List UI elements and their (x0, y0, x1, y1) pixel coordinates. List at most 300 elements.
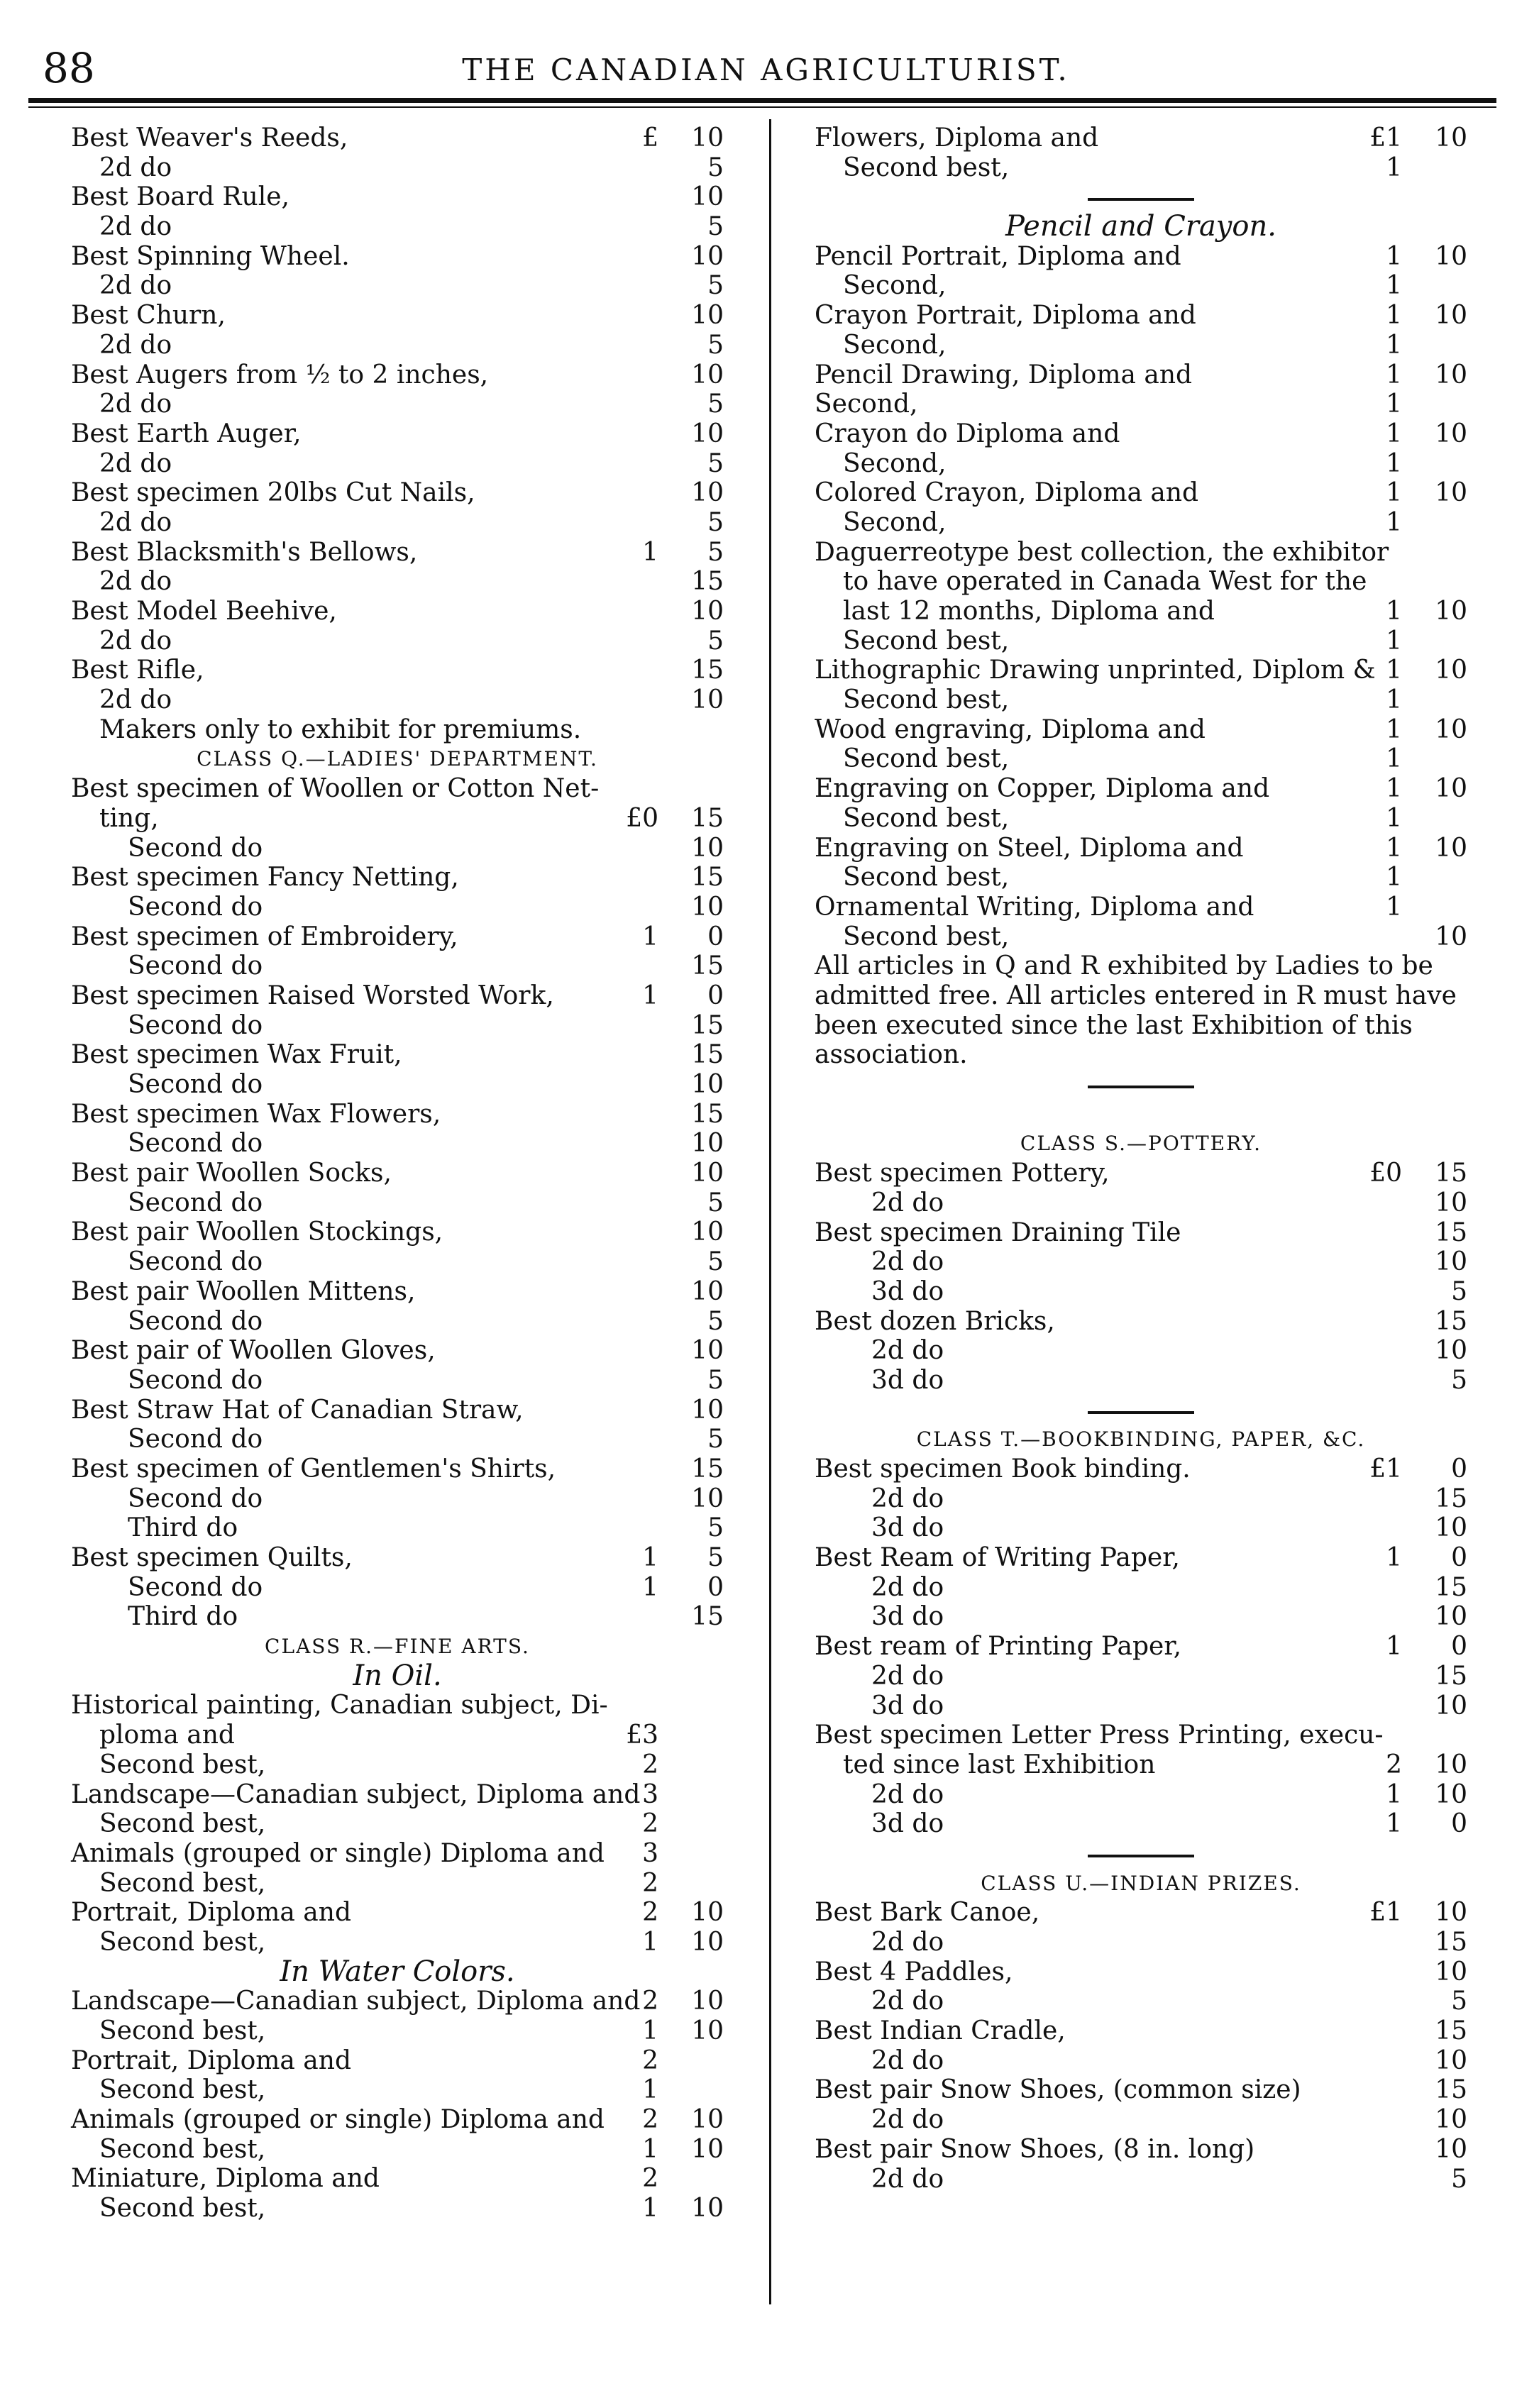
entry-label: 3d do (871, 1602, 944, 1632)
prize-entry (71, 1513, 724, 1543)
amount-shillings: 10 (691, 1987, 724, 2016)
amount-shillings: 5 (707, 330, 724, 360)
amount-shillings: 0 (1451, 1632, 1467, 1662)
prize-entry (71, 2164, 724, 2194)
entry-label: ted since last Exhibition (843, 1750, 1156, 1779)
prize-entry (71, 301, 724, 331)
prize-entry (71, 1217, 724, 1247)
amount-pounds: 1 (642, 981, 658, 1010)
amount-shillings: 10 (691, 123, 724, 153)
amount-pounds: 1 (1386, 507, 1402, 537)
amount-shillings: 5 (1451, 2164, 1467, 2194)
entry-label: 3d do (871, 1365, 944, 1395)
entry-label: Second best, (843, 744, 1010, 774)
entry-label: Second best, (99, 1868, 266, 1898)
entry-label: 2d do (99, 153, 172, 182)
prize-entry (815, 1573, 1467, 1603)
amount-shillings: 10 (1435, 360, 1467, 390)
amount-shillings: 10 (691, 1484, 724, 1513)
amount-shillings: 10 (691, 1070, 724, 1099)
prize-entry (71, 2135, 724, 2165)
entry-label: Second do (128, 1365, 263, 1395)
prize-entry (71, 390, 724, 419)
section-subheading: In Oil. (353, 1659, 442, 1692)
amount-shillings: 15 (691, 656, 724, 685)
prize-entry (71, 1721, 724, 1750)
prize-entry (71, 331, 724, 360)
amount-shillings: 15 (1435, 2075, 1467, 2105)
amount-shillings: 10 (691, 833, 724, 863)
amount-shillings: 0 (1451, 1809, 1467, 1839)
header-rule-thick (28, 98, 1496, 103)
amount-pounds: 1 (1386, 241, 1402, 271)
amount-shillings: 15 (691, 951, 724, 981)
prize-entry (71, 1070, 724, 1100)
prize-entry (815, 1602, 1467, 1632)
amount-pounds: £0 (1369, 1159, 1402, 1188)
amount-shillings: 10 (1435, 241, 1467, 271)
amount-shillings: 15 (1435, 1928, 1467, 1957)
prize-entry (71, 1780, 724, 1810)
amount-pounds: 1 (1386, 833, 1402, 863)
amount-shillings: 10 (1435, 833, 1467, 863)
entry-label: 3d do (871, 1276, 944, 1306)
prize-entry (815, 1307, 1467, 1337)
amount-pounds: 2 (1386, 1750, 1402, 1779)
entry-label: Best pair Snow Shoes, (common size) (815, 2075, 1301, 2105)
entry-label: Second do (128, 1425, 263, 1454)
amount-shillings: 5 (707, 271, 724, 301)
amount-shillings: 5 (1451, 1365, 1467, 1395)
amount-pounds: 1 (1386, 774, 1402, 804)
amount-shillings: 5 (707, 448, 724, 478)
amount-shillings: 5 (707, 537, 724, 567)
amount-pounds: 1 (642, 2075, 658, 2105)
prize-entry (71, 1129, 724, 1159)
amount-pounds: 1 (642, 922, 658, 951)
spacer (815, 1100, 1467, 1130)
section-separator (815, 1839, 1467, 1869)
amount-shillings: 0 (1451, 1543, 1467, 1573)
entry-label: Best pair of Woollen Gloves, (71, 1336, 436, 1366)
amount-shillings: 10 (1435, 1691, 1467, 1721)
entry-label: Second best, (843, 922, 1010, 951)
amount-shillings: 5 (1451, 1987, 1467, 2016)
amount-shillings: 10 (1435, 1602, 1467, 1632)
amount-shillings: 10 (1435, 714, 1467, 744)
prize-entry (815, 390, 1467, 419)
amount-shillings: 0 (707, 922, 724, 951)
amount-pounds: 1 (1386, 153, 1402, 182)
amount-shillings: 5 (707, 153, 724, 182)
entry-label: Second best, (843, 863, 1010, 893)
entry-label: Best specimen Fancy Netting, (71, 863, 459, 893)
entry-label: 2d do (871, 1188, 944, 1217)
prize-entry (815, 2016, 1467, 2046)
prize-entry (815, 893, 1467, 922)
prize-entry (815, 360, 1467, 390)
entry-label: ting, (99, 803, 159, 833)
amount-pounds: 2 (642, 1809, 658, 1839)
prize-entry (71, 774, 724, 804)
prize-entry (71, 1869, 724, 1899)
amount-shillings: 15 (1435, 1306, 1467, 1336)
prize-entry (71, 242, 724, 272)
page-number: 88 (43, 44, 95, 92)
prize-entry (71, 360, 724, 390)
prize-entry (815, 1691, 1467, 1721)
prize-entry (71, 1839, 724, 1869)
entry-label: Second, (843, 507, 947, 537)
class-heading: CLASS S.—POTTERY. (1020, 1132, 1262, 1156)
entry-label: Second best, (843, 626, 1010, 656)
prize-entry (71, 1928, 724, 1957)
prize-entry (71, 123, 724, 153)
entry-label: Landscape—Canadian subject, Diploma and (71, 1987, 641, 2016)
entry-label: 2d do (871, 2164, 944, 2194)
amount-shillings: 10 (1435, 478, 1467, 508)
entry-label: 2d do (871, 1336, 944, 1366)
running-title: THE CANADIAN AGRICULTURIST. (462, 53, 1070, 87)
entry-label: to have operated in Canada West for the (843, 567, 1367, 597)
entry-label: Second, (843, 271, 947, 301)
prize-entry (815, 1543, 1467, 1573)
amount-shillings: 10 (1435, 1898, 1467, 1928)
amount-pounds: 1 (1386, 1779, 1402, 1809)
prize-entry (71, 1336, 724, 1366)
entry-label: Third do (128, 1513, 238, 1543)
prize-entry (815, 863, 1467, 893)
amount-shillings: 15 (1435, 2016, 1467, 2046)
entry-label: Best Weaver's Reeds, (71, 123, 348, 153)
entry-label: 2d do (99, 448, 172, 478)
prize-entry (815, 2165, 1467, 2194)
entry-label: Crayon do Diploma and (815, 419, 1120, 448)
amount-shillings: 10 (1435, 1336, 1467, 1366)
amount-pounds: £1 (1369, 1898, 1402, 1928)
amount-shillings: 10 (691, 182, 724, 212)
entry-label: Best pair Woollen Stockings, (71, 1217, 443, 1247)
amount-shillings: 10 (691, 2194, 724, 2224)
amount-shillings: 5 (707, 1543, 724, 1572)
amount-shillings: 5 (707, 1425, 724, 1454)
entry-label: Second do (128, 1484, 263, 1513)
amount-pounds: 1 (1386, 330, 1402, 360)
prize-entry (71, 597, 724, 626)
amount-pounds: £0 (626, 803, 658, 833)
prize-entry (815, 1662, 1467, 1691)
entry-label: 2d do (871, 1987, 944, 2016)
section-separator (815, 1070, 1467, 1100)
amount-shillings: 5 (707, 507, 724, 537)
amount-shillings: 10 (1435, 123, 1467, 153)
amount-pounds: 1 (642, 1572, 658, 1602)
entry-label: Third do (128, 1602, 238, 1632)
section-subheading: In Water Colors. (280, 1955, 515, 1988)
prize-entry (71, 1040, 724, 1070)
entry-label: Second do (128, 1306, 263, 1336)
prize-entry (815, 331, 1467, 360)
amount-pounds: 1 (1386, 448, 1402, 478)
entry-label: 2d do (871, 2045, 944, 2075)
amount-shillings: 15 (1435, 1661, 1467, 1691)
prize-entry (71, 538, 724, 568)
entry-label: Second do (128, 1010, 263, 1040)
amount-pounds: 2 (642, 1868, 658, 1898)
prize-entry (71, 1425, 724, 1454)
amount-pounds: 1 (642, 1927, 658, 1957)
prize-entry (71, 1454, 724, 1484)
prize-entry (815, 626, 1467, 656)
amount-shillings: 10 (1435, 774, 1467, 804)
amount-pounds: 1 (642, 2194, 658, 2224)
amount-shillings: 10 (1435, 2045, 1467, 2075)
amount-shillings: 10 (1435, 1957, 1467, 1987)
prize-entry (815, 1188, 1467, 1218)
entry-label: Best specimen Draining Tile (815, 1217, 1181, 1247)
prize-entry (815, 2075, 1467, 2105)
amount-shillings: 10 (691, 2016, 724, 2045)
prize-entry (71, 893, 724, 922)
entry-label: 2d do (871, 1661, 944, 1691)
prize-entry (71, 656, 724, 685)
prize-entry (815, 1632, 1467, 1662)
prize-entry (71, 804, 724, 834)
amount-pounds: £ (642, 123, 658, 153)
entry-label: 2d do (99, 626, 172, 656)
prize-entry (815, 1809, 1467, 1839)
prize-entry (815, 804, 1467, 834)
prize-entry (71, 1484, 724, 1514)
entry-label: Best 4 Paddles, (815, 1957, 1013, 1987)
entry-label: Best Ream of Writing Paper, (815, 1543, 1180, 1573)
right-column (815, 123, 1467, 2194)
prize-entry (71, 685, 724, 715)
entry-label: Second best, (99, 2075, 266, 2105)
amount-shillings: 10 (1435, 1779, 1467, 1809)
prize-entry (815, 123, 1467, 153)
amount-shillings: 5 (707, 1188, 724, 1217)
prize-entry (815, 1898, 1467, 1928)
amount-shillings: 5 (1451, 1276, 1467, 1306)
prize-entry (71, 715, 724, 745)
prize-entry (71, 419, 724, 449)
amount-pounds: 2 (642, 2105, 658, 2135)
amount-pounds: £1 (1369, 123, 1402, 153)
prize-entry (71, 2046, 724, 2076)
prize-entry (815, 1780, 1467, 1810)
amount-shillings: 15 (691, 863, 724, 893)
entry-label: Second do (128, 833, 263, 863)
prize-entry (815, 1454, 1467, 1484)
amount-shillings: 10 (1435, 1247, 1467, 1277)
entry-label: Second best, (99, 1750, 266, 1779)
amount-pounds: 1 (1386, 597, 1402, 626)
amount-pounds: 1 (1386, 892, 1402, 922)
prize-entry (71, 1573, 724, 1603)
prize-entry (815, 1513, 1467, 1543)
amount-shillings: 0 (707, 1572, 724, 1602)
amount-pounds: 1 (642, 537, 658, 567)
prize-entry (71, 1898, 724, 1928)
entry-label: Lithographic Drawing unprinted, Diplom & (815, 656, 1376, 685)
entry-label: 2d do (99, 685, 172, 715)
amount-shillings: 10 (1435, 597, 1467, 626)
prize-entry (815, 1987, 1467, 2016)
entry-label: 3d do (871, 1691, 944, 1721)
entry-label: Best Spinning Wheel. (71, 241, 350, 271)
entry-label: Best Straw Hat of Canadian Straw, (71, 1395, 524, 1425)
prize-entry (815, 1366, 1467, 1396)
prize-entry (815, 685, 1467, 715)
entry-label: Best Bark Canoe, (815, 1898, 1040, 1928)
entry-label: 2d do (871, 1484, 944, 1513)
entry-label: 2d do (99, 271, 172, 301)
amount-shillings: 15 (691, 1454, 724, 1484)
amount-pounds: £1 (1369, 1454, 1402, 1484)
entry-label: 2d do (99, 390, 172, 419)
amount-shillings: 10 (1435, 922, 1467, 951)
amount-shillings: 10 (691, 241, 724, 271)
prize-entry (815, 744, 1467, 774)
entry-label: Best specimen Book binding. (815, 1454, 1191, 1484)
entry-label: Best pair Woollen Mittens, (71, 1276, 416, 1306)
entry-label: Best specimen of Woollen or Cotton Net- (71, 774, 600, 804)
amount-shillings: 5 (707, 1247, 724, 1277)
prize-entry (71, 1100, 724, 1130)
entry-label: Second do (128, 1188, 263, 1217)
entry-label: Second, (843, 448, 947, 478)
prize-entry (815, 567, 1467, 597)
prize-entry (71, 1159, 724, 1188)
entry-label: Second best, (99, 1927, 266, 1957)
amount-pounds: 1 (1386, 803, 1402, 833)
amount-shillings: 10 (691, 892, 724, 922)
section-subheading: Pencil and Crayon. (1005, 210, 1276, 243)
entry-label: Best specimen of Embroidery, (71, 922, 458, 951)
amount-pounds: 1 (1386, 685, 1402, 715)
amount-shillings: 10 (691, 2105, 724, 2135)
entry-label: ploma and (99, 1721, 235, 1750)
prize-entry (71, 951, 724, 981)
prize-entry (815, 478, 1467, 508)
entry-label: Best Rifle, (71, 656, 204, 685)
prize-entry (815, 922, 1467, 952)
amount-shillings: 10 (691, 1927, 724, 1957)
header-rule-thin (28, 106, 1496, 108)
prize-entry (71, 153, 724, 183)
entry-label: Second best, (99, 1809, 266, 1839)
entry-label: Ornamental Writing, Diploma and (815, 892, 1254, 922)
entry-label: Best Indian Cradle, (815, 2016, 1066, 2046)
amount-shillings: 10 (691, 301, 724, 331)
prize-entry (815, 508, 1467, 538)
entry-label: Daguerreotype best collection, the exhibitor (815, 537, 1389, 567)
prize-entry (71, 449, 724, 479)
section-separator (815, 182, 1467, 212)
amount-pounds: 1 (1386, 656, 1402, 685)
prize-entry (815, 715, 1467, 745)
prize-entry (71, 478, 724, 508)
prize-entry (815, 419, 1467, 449)
prize-entry (71, 1750, 724, 1780)
entry-label: 2d do (99, 567, 172, 597)
amount-pounds: 1 (1386, 419, 1402, 448)
prize-entry (71, 863, 724, 893)
prize-entry (815, 1957, 1467, 1987)
amount-shillings: 0 (707, 981, 724, 1010)
prize-entry (71, 1307, 724, 1337)
entry-label: Pencil Drawing, Diploma and (815, 360, 1193, 390)
prize-entry (815, 1336, 1467, 1366)
entry-label: 2d do (99, 507, 172, 537)
entry-label: 3d do (871, 1513, 944, 1543)
entry-label: 2d do (99, 212, 172, 242)
amount-shillings: 0 (1451, 1454, 1467, 1484)
amount-shillings: 5 (707, 212, 724, 242)
amount-shillings: 10 (691, 597, 724, 626)
prize-entry (815, 656, 1467, 685)
entry-label: Animals (grouped or single) Diploma and (71, 2105, 605, 2135)
prize-entry (71, 2105, 724, 2135)
amount-pounds: 1 (1386, 626, 1402, 656)
amount-shillings: 10 (1435, 656, 1467, 685)
entry-label: Best ream of Printing Paper, (815, 1632, 1182, 1662)
amount-shillings: 10 (691, 419, 724, 448)
class-heading: CLASS R.—FINE ARTS. (265, 1635, 530, 1659)
amount-shillings: 10 (1435, 301, 1467, 331)
amount-shillings: 15 (691, 1099, 724, 1129)
entry-label: Best Churn, (71, 301, 226, 331)
entry-label: Second do (128, 1070, 263, 1099)
prize-entry (71, 1543, 724, 1573)
class-heading: CLASS T.—BOOKBINDING, PAPER, &C. (916, 1427, 1366, 1452)
note-paragraph: All articles in Q and R exhibited by Ladies to be admitted free. All articles entered in R must have been executed since the last Exhibition of this association. (815, 951, 1457, 1070)
amount-pounds: 2 (642, 1898, 658, 1928)
prize-entry (71, 1366, 724, 1396)
amount-pounds: 1 (1386, 863, 1402, 893)
entry-label: Best specimen 20lbs Cut Nails, (71, 478, 475, 508)
entry-label: 3d do (871, 1809, 944, 1839)
prize-entry (71, 1691, 724, 1721)
prize-entry (815, 2135, 1467, 2165)
prize-entry (71, 626, 724, 656)
amount-pounds: 1 (1386, 1632, 1402, 1662)
section-separator (815, 1396, 1467, 1425)
entry-label: Second do (128, 1572, 263, 1602)
amount-shillings: 15 (691, 1602, 724, 1632)
amount-shillings: 10 (691, 1159, 724, 1188)
entry-label: Second do (128, 1247, 263, 1277)
prize-entry (71, 1987, 724, 2016)
amount-shillings: 10 (691, 360, 724, 390)
class-heading: CLASS Q.—LADIES' DEPARTMENT. (197, 747, 598, 771)
amount-pounds: 3 (642, 1779, 658, 1809)
prize-entry (71, 508, 724, 538)
entry-label: Best pair Snow Shoes, (8 in. long) (815, 2134, 1255, 2164)
amount-pounds: 1 (1386, 1543, 1402, 1573)
entry-label: Second do (128, 1129, 263, 1159)
entry-label: 2d do (871, 1247, 944, 1277)
amount-shillings: 10 (1435, 2105, 1467, 2135)
entry-label: Engraving on Copper, Diploma and (815, 774, 1270, 804)
entry-label: Best Blacksmith's Bellows, (71, 537, 418, 567)
amount-shillings: 15 (691, 1010, 724, 1040)
prize-entry (71, 1188, 724, 1218)
amount-shillings: 10 (1435, 1513, 1467, 1543)
entry-label: Pencil Portrait, Diploma and (815, 241, 1181, 271)
entry-label: Second best, (843, 685, 1010, 715)
